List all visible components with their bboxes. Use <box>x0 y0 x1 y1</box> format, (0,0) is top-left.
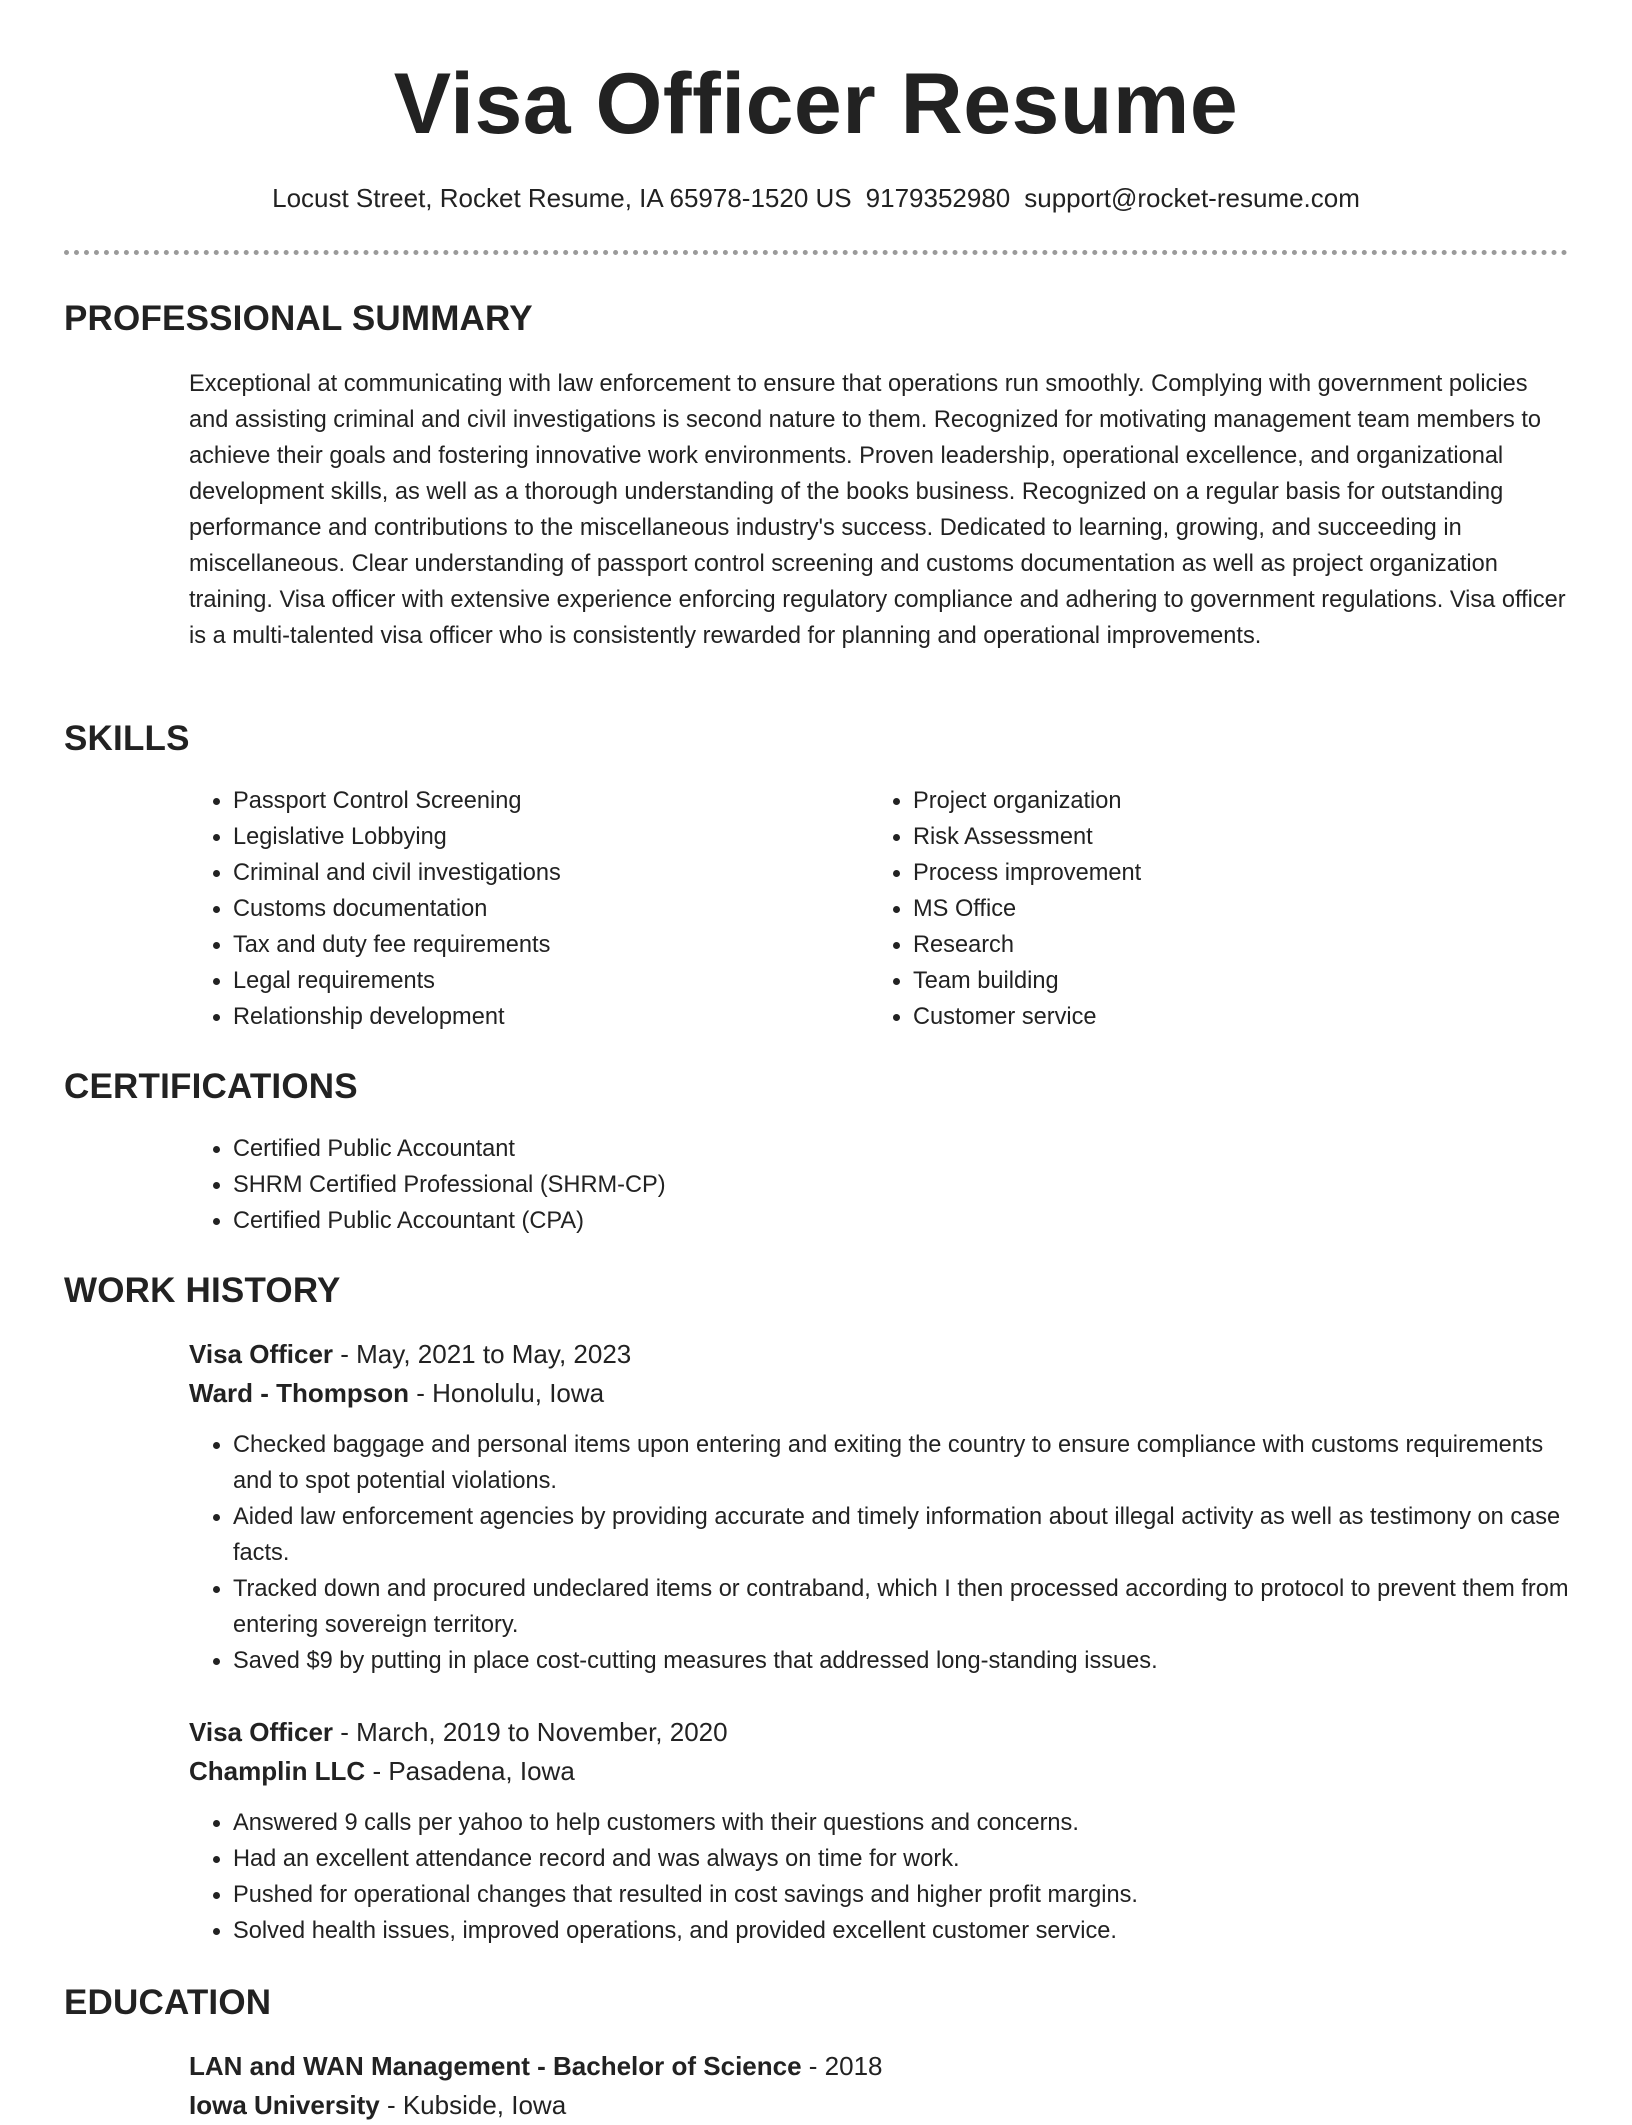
job-title-line <box>189 1713 1569 1752</box>
skill-item: • Risk Assessment <box>913 819 1529 855</box>
education-location: - Kubside, Iowa <box>379 2090 567 2120</box>
job-duty: • Tracked down and procured undeclared items or contraband, which I then processed according to protocol to prevent them from entering sovereign territory. <box>233 1571 1569 1643</box>
skills-column-right <box>869 783 1529 1035</box>
skill-item: • Customer service <box>913 999 1529 1035</box>
header-divider <box>64 250 1568 255</box>
certification-item: • SHRM Certified Professional (SHRM-CP) <box>233 1167 1189 1203</box>
job-company-line <box>189 1752 1569 1791</box>
job-duty: • Pushed for operational changes that resulted in cost savings and higher profit margins. <box>233 1877 1569 1913</box>
skill-item: • Criminal and civil investigations <box>233 855 849 891</box>
contact-phone: 9179352980 <box>865 183 1011 213</box>
job-duty: • Solved health issues, improved operations, and provided excellent customer service. <box>233 1913 1569 1949</box>
skill-item: • Project organization <box>913 783 1529 819</box>
skill-item: • Relationship development <box>233 999 849 1035</box>
summary-paragraph: Exceptional at communicating with law enforcement to ensure that operations run smoothly. Complying with government policies and assisting criminal and civil investigations is second nature to them. Recognized for motivating management team members to achieve their goals and fostering innovative work environments. Proven leadership, operational excellence, and organizational development skills, as well as a thorough understanding of the books business. Recognized on a regular basis for outstanding performance and contributions to the miscellaneous industry's success. Dedicated to learning, growing, and succeeding in miscellaneous. Clear understanding of passport control screening and customs documentation as well as project organization training. Visa officer with extensive experience enforcing regulatory compliance and adhering to government regulations. Visa officer is a multi-talented visa officer who is consistently rewarded for planning and operational improvements. <box>189 371 1566 649</box>
skill-item: • Customs documentation <box>233 891 849 927</box>
skill-item: • Tax and duty fee requirements <box>233 927 849 963</box>
job-title: Visa Officer <box>189 1717 334 1747</box>
section-title-summary: PROFESSIONAL SUMMARY <box>64 299 533 338</box>
job-location: - Honolulu, Iowa <box>409 1378 605 1408</box>
job-company: Ward - Thompson <box>189 1378 410 1408</box>
job-company-line <box>189 1374 1569 1413</box>
education-school-line <box>189 2086 1569 2125</box>
job-title: Visa Officer <box>189 1339 334 1369</box>
education-entry <box>189 2047 1569 2125</box>
job-entry <box>189 1335 1569 1679</box>
contact-email: support@rocket-resume.com <box>1024 183 1360 213</box>
certification-item: • Certified Public Accountant (CPA) <box>233 1203 1189 1239</box>
section-title-certifications: CERTIFICATIONS <box>64 1067 358 1106</box>
section-title-work-history: WORK HISTORY <box>64 1271 341 1310</box>
skills-column-left <box>189 783 849 1035</box>
education-degree-line <box>189 2047 1569 2086</box>
certifications-list <box>189 1131 1189 1239</box>
education-degree: LAN and WAN Management - Bachelor of Science <box>189 2051 802 2081</box>
job-duties <box>189 1805 1569 1949</box>
education-school: Iowa University <box>189 2090 380 2120</box>
job-dates: - March, 2019 to November, 2020 <box>333 1717 728 1747</box>
section-title-education: EDUCATION <box>64 1983 272 2022</box>
certification-item: • Certified Public Accountant <box>233 1131 1189 1167</box>
job-duty: • Had an excellent attendance record and was always on time for work. <box>233 1841 1569 1877</box>
skill-item: • Legal requirements <box>233 963 849 999</box>
skill-item: • Passport Control Screening <box>233 783 849 819</box>
skill-item: • MS Office <box>913 891 1529 927</box>
job-duty: • Saved $9 by putting in place cost-cutting measures that addressed long-standing issues. <box>233 1643 1569 1679</box>
job-entry <box>189 1713 1569 1949</box>
job-location: - Pasadena, Iowa <box>365 1756 575 1786</box>
job-duty: • Answered 9 calls per yahoo to help customers with their questions and concerns. <box>233 1805 1569 1841</box>
skill-item: • Team building <box>913 963 1529 999</box>
resume-title: Visa Officer Resume <box>393 56 1239 152</box>
skill-item: • Legislative Lobbying <box>233 819 849 855</box>
skill-item: • Process improvement <box>913 855 1529 891</box>
job-duty: • Checked baggage and personal items upon entering and exiting the country to ensure compliance with customs requirements and to spot potential violations. <box>233 1427 1569 1499</box>
contact-address: Locust Street, Rocket Resume, IA 65978-1520 US <box>272 183 852 213</box>
job-duty: • Aided law enforcement agencies by providing accurate and timely information about illegal activity as well as testimony on case facts. <box>233 1499 1569 1571</box>
skill-item: • Research <box>913 927 1529 963</box>
job-title-line <box>189 1335 1569 1374</box>
job-dates: - May, 2021 to May, 2023 <box>333 1339 632 1369</box>
contact-line <box>0 181 1632 215</box>
section-title-skills: SKILLS <box>64 719 190 758</box>
job-duties <box>189 1427 1569 1679</box>
job-company: Champlin LLC <box>189 1756 366 1786</box>
education-year: - 2018 <box>801 2051 883 2081</box>
